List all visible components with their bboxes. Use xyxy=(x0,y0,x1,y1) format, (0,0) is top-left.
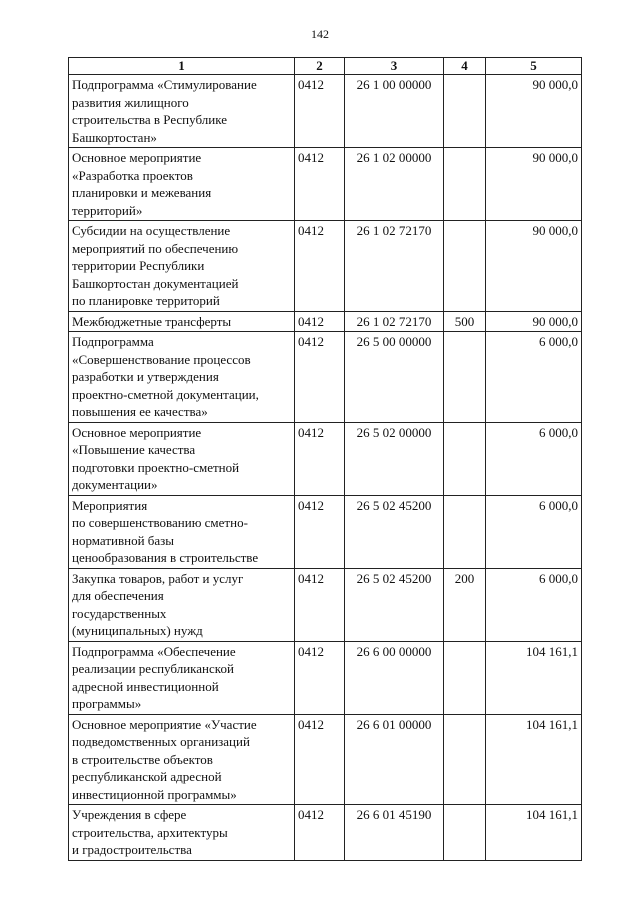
row-expense-type xyxy=(444,641,486,714)
row-name: Субсидии на осуществление мероприятий по обеспечению территории Республики Башкортостан документацией по планировке территорий xyxy=(69,221,295,312)
table-header xyxy=(69,58,582,75)
row-amount: 6 000,0 xyxy=(486,568,582,641)
row-target-code: 26 1 02 00000 xyxy=(345,148,444,221)
row-section: 0412 xyxy=(295,805,345,861)
row-amount: 90 000,0 xyxy=(486,221,582,312)
row-section: 0412 xyxy=(295,332,345,423)
row-amount: 6 000,0 xyxy=(486,422,582,495)
row-amount: 90 000,0 xyxy=(486,148,582,221)
row-section: 0412 xyxy=(295,221,345,312)
row-section: 0412 xyxy=(295,422,345,495)
page-number: 142 xyxy=(311,27,329,41)
row-name: Мероприятия по совершенствованию сметно- нормативной базы ценообразования в строительстве xyxy=(69,495,295,568)
row-section: 0412 xyxy=(295,311,345,332)
header-col-2: 2 xyxy=(295,58,345,75)
header-row xyxy=(69,58,582,75)
row-name: Учреждения в сфере строительства, архитектуры и градостроительства xyxy=(69,805,295,861)
table-row xyxy=(69,148,582,221)
row-target-code: 26 5 02 45200 xyxy=(345,495,444,568)
row-amount: 104 161,1 xyxy=(486,714,582,805)
table-row xyxy=(69,422,582,495)
row-name: Подпрограмма «Стимулирование развития жилищного строительства в Республике Башкортостан» xyxy=(69,75,295,148)
row-expense-type: 500 xyxy=(444,311,486,332)
row-target-code: 26 1 02 72170 xyxy=(345,311,444,332)
row-expense-type xyxy=(444,75,486,148)
table-row xyxy=(69,75,582,148)
row-name: Межбюджетные трансферты xyxy=(69,311,295,332)
row-target-code: 26 6 01 45190 xyxy=(345,805,444,861)
row-name: Подпрограмма «Обеспечение реализации республиканской адресной инвестиционной программы» xyxy=(69,641,295,714)
row-section: 0412 xyxy=(295,641,345,714)
row-section: 0412 xyxy=(295,75,345,148)
header-col-5: 5 xyxy=(486,58,582,75)
row-expense-type xyxy=(444,805,486,861)
row-expense-type xyxy=(444,148,486,221)
table-row xyxy=(69,568,582,641)
row-target-code: 26 5 02 45200 xyxy=(345,568,444,641)
header-col-1: 1 xyxy=(69,58,295,75)
row-expense-type: 200 xyxy=(444,568,486,641)
row-name: Основное мероприятие «Повышение качества подготовки проектно-сметной документации» xyxy=(69,422,295,495)
table-body xyxy=(69,75,582,861)
row-amount: 6 000,0 xyxy=(486,332,582,423)
row-amount: 104 161,1 xyxy=(486,641,582,714)
header-col-3: 3 xyxy=(345,58,444,75)
row-target-code: 26 6 01 00000 xyxy=(345,714,444,805)
row-name: Закупка товаров, работ и услуг для обеспечения государственных (муниципальных) нужд xyxy=(69,568,295,641)
table-row xyxy=(69,641,582,714)
row-section: 0412 xyxy=(295,714,345,805)
row-name: Основное мероприятие «Разработка проектов планировки и межевания территорий» xyxy=(69,148,295,221)
row-amount: 90 000,0 xyxy=(486,311,582,332)
row-target-code: 26 6 00 00000 xyxy=(345,641,444,714)
table-row xyxy=(69,495,582,568)
table-row xyxy=(69,311,582,332)
row-expense-type xyxy=(444,714,486,805)
row-expense-type xyxy=(444,332,486,423)
row-amount: 104 161,1 xyxy=(486,805,582,861)
row-name: Основное мероприятие «Участие подведомственных организаций в строительстве объектов республиканской адресной инвестиционной программы» xyxy=(69,714,295,805)
table-row xyxy=(69,714,582,805)
table-row xyxy=(69,805,582,861)
budget-table xyxy=(68,57,582,861)
table-row xyxy=(69,332,582,423)
row-target-code: 26 1 00 00000 xyxy=(345,75,444,148)
row-section: 0412 xyxy=(295,568,345,641)
header-col-4: 4 xyxy=(444,58,486,75)
row-target-code: 26 5 00 00000 xyxy=(345,332,444,423)
row-section: 0412 xyxy=(295,495,345,568)
row-expense-type xyxy=(444,495,486,568)
row-name: Подпрограмма «Совершенствование процессов разработки и утверждения проектно-сметной документации, повышения ее качества» xyxy=(69,332,295,423)
row-amount: 6 000,0 xyxy=(486,495,582,568)
row-target-code: 26 5 02 00000 xyxy=(345,422,444,495)
row-amount: 90 000,0 xyxy=(486,75,582,148)
table-row xyxy=(69,221,582,312)
row-expense-type xyxy=(444,422,486,495)
row-section: 0412 xyxy=(295,148,345,221)
row-expense-type xyxy=(444,221,486,312)
row-target-code: 26 1 02 72170 xyxy=(345,221,444,312)
